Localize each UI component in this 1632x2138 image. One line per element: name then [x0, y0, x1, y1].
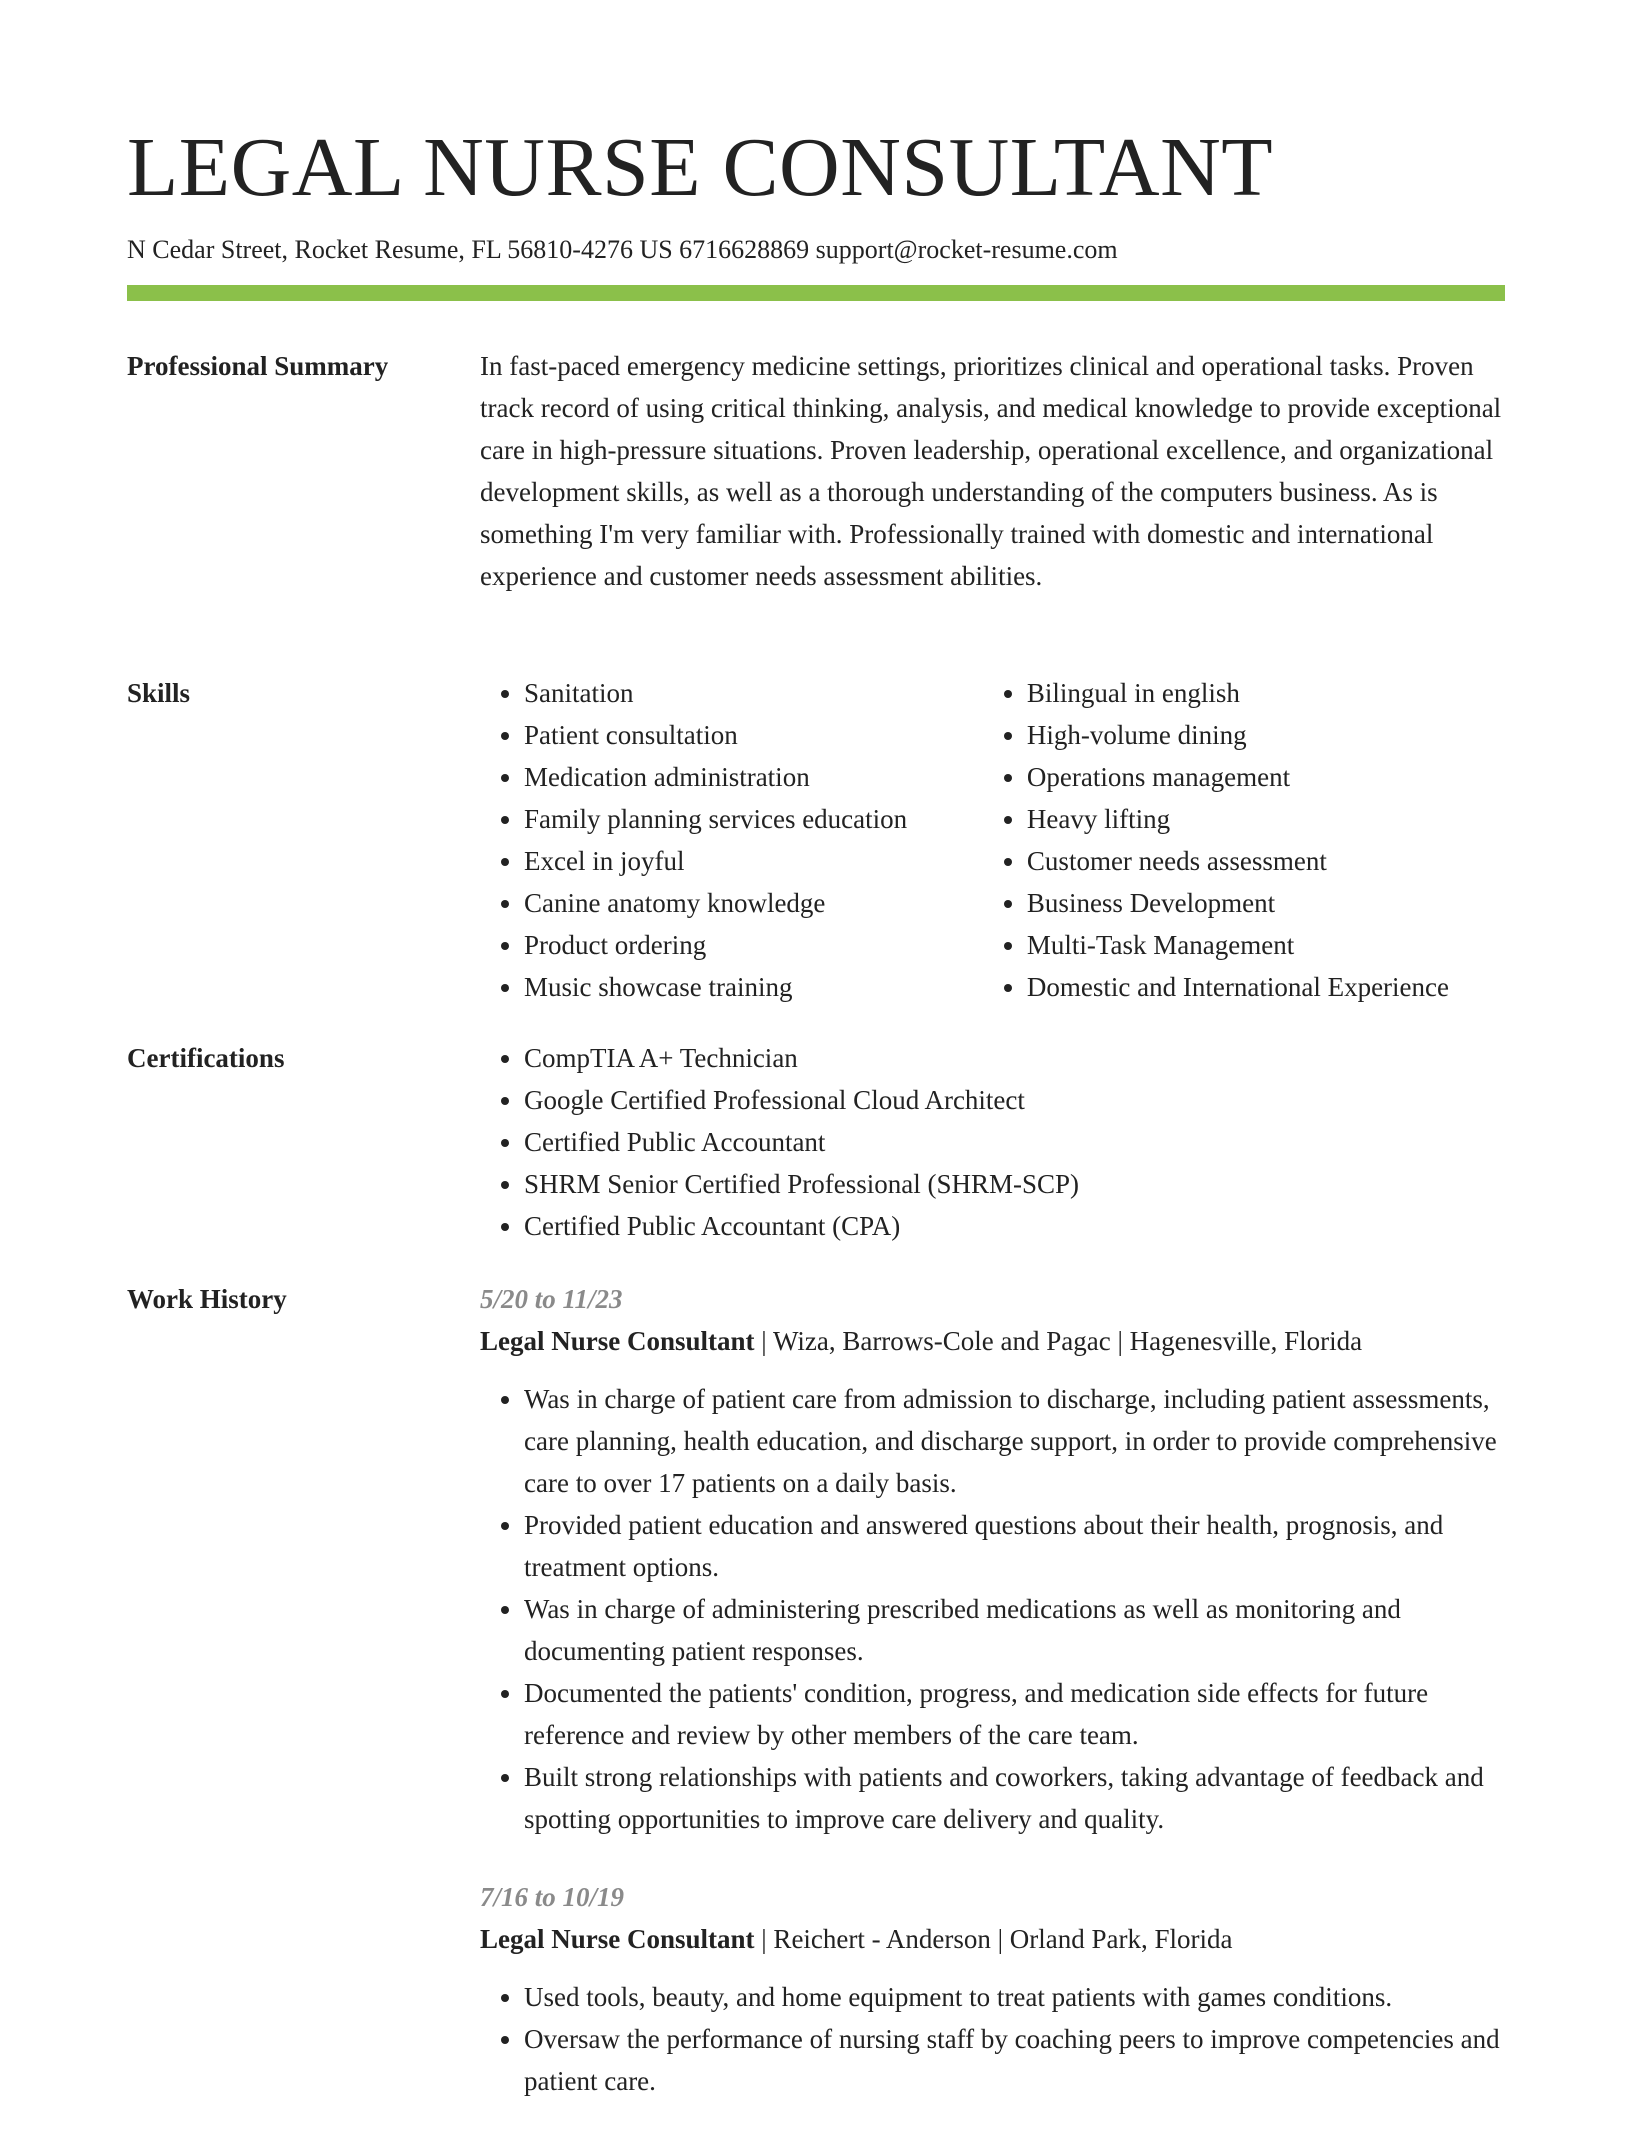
certification-item: • CompTIA A+ Technician: [524, 1037, 1505, 1079]
job-bullet: • Was in charge of administering prescribed medications as well as monitoring and documenting patient responses.: [524, 1588, 1505, 1672]
job-bullet: • Used tools, beauty, and home equipment to treat patients with games conditions.: [524, 1976, 1505, 2018]
job-dates: 5/20 to 11/23: [480, 1284, 623, 1314]
job-employer-location: | Reichert - Anderson | Orland Park, Florida: [754, 1924, 1233, 1954]
skills-list-left: [480, 672, 947, 1008]
job-role: [480, 1320, 1505, 1362]
job-dates: 7/16 to 10/19: [480, 1882, 625, 1912]
summary-heading: Professional Summary: [127, 351, 389, 381]
skill-item: • High-volume dining: [1027, 714, 1505, 756]
skills-list-right: [983, 672, 1505, 1008]
certification-item: • SHRM Senior Certified Professional (SHRM-SCP): [524, 1163, 1505, 1205]
certification-item: • Certified Public Accountant: [524, 1121, 1505, 1163]
skills-heading: Skills: [127, 678, 191, 708]
contact-line: N Cedar Street, Rocket Resume, FL 56810-4276 US 6716628869 support@rocket-resume.com: [127, 235, 1118, 264]
job-bullets: [480, 1976, 1505, 2102]
job-role: [480, 1918, 1505, 1960]
resume-header: [127, 118, 1505, 268]
job-bullets: [480, 1378, 1505, 1840]
certifications-list: [480, 1037, 1505, 1247]
certifications-heading: Certifications: [127, 1043, 285, 1073]
skill-item: • Excel in joyful: [524, 840, 947, 882]
skill-item: • Bilingual in english: [1027, 672, 1505, 714]
skill-item: • Business Development: [1027, 882, 1505, 924]
candidate-name: LEGAL NURSE CONSULTANT: [127, 121, 1274, 214]
job-bullet: • Documented the patients' condition, progress, and medication side effects for future reference and review by other members of the care team.: [524, 1672, 1505, 1756]
skill-item: • Family planning services education: [524, 798, 947, 840]
summary-text: In fast-paced emergency medicine settings, prioritizes clinical and operational tasks. Proven track record of using critical thinking, analysis, and medical knowledge to provide exceptional care in high-pressure situations. Proven leadership, operational excellence, and organizational development skills, as well as a thorough understanding of the computers business. As is something I'm very familiar with. Professionally trained with domestic and international experience and customer needs assessment abilities.: [480, 351, 1502, 591]
job-bullet: • Built strong relationships with patients and coworkers, taking advantage of feedback and spotting opportunities to improve care delivery and quality.: [524, 1756, 1505, 1840]
job-entry: [480, 1278, 1505, 1840]
skill-item: • Domestic and International Experience: [1027, 966, 1505, 1008]
skill-item: • Medication administration: [524, 756, 947, 798]
certification-item: • Google Certified Professional Cloud Architect: [524, 1079, 1505, 1121]
job-title: Legal Nurse Consultant: [480, 1326, 755, 1356]
job-entry: [480, 1876, 1505, 2102]
job-bullet: • Provided patient education and answered questions about their health, prognosis, and treatment options.: [524, 1504, 1505, 1588]
skill-item: • Patient consultation: [524, 714, 947, 756]
skill-item: • Canine anatomy knowledge: [524, 882, 947, 924]
header-divider: [127, 285, 1505, 301]
skill-item: • Customer needs assessment: [1027, 840, 1505, 882]
skill-item: • Sanitation: [524, 672, 947, 714]
skill-item: • Music showcase training: [524, 966, 947, 1008]
certification-item: • Certified Public Accountant (CPA): [524, 1205, 1505, 1247]
job-bullet: • Oversaw the performance of nursing staff by coaching peers to improve competencies and patient care.: [524, 2018, 1505, 2102]
skill-item: • Heavy lifting: [1027, 798, 1505, 840]
work-history-heading: Work History: [127, 1284, 287, 1314]
skill-item: • Operations management: [1027, 756, 1505, 798]
skills-columns: [480, 672, 1505, 1008]
job-bullet: • Was in charge of patient care from admission to discharge, including patient assessments, care planning, health education, and discharge support, in order to provide comprehensive care to over 17 patients on a daily basis.: [524, 1378, 1505, 1504]
skill-item: • Product ordering: [524, 924, 947, 966]
job-title: Legal Nurse Consultant: [480, 1924, 755, 1954]
skill-item: • Multi-Task Management: [1027, 924, 1505, 966]
job-employer-location: | Wiza, Barrows-Cole and Pagac | Hagenesville, Florida: [754, 1326, 1363, 1356]
